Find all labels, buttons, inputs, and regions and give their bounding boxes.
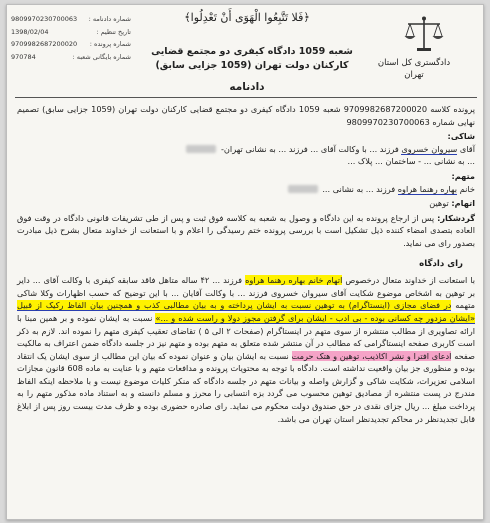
highlighted-insult-quote: در فضای مجازی (اینستاگرام) به توهین نسبت به ایشان پرداخته و به بیان مطالبی کذب و همچنین بیان الفاظ رکیک از قبیل «ایشان مزدور چه کسانی بوده - بی ادب - ایشان برای گرفتن مجوز دولا و راست شده و ...» [17, 300, 475, 323]
scales-of-justice-icon [403, 15, 445, 53]
highlighted-accused: اتهام خانم بهاره رهنما هراوه [245, 275, 343, 286]
charge-block: اتهام: توهین [429, 198, 475, 209]
court-title: شعبه 1059 دادگاه کیفری دو مجتمع قضایی کارکنان دولت تهران (1059 جزایی سابق) [151, 46, 353, 71]
meta-row: 1398/02/04 تاریخ تنظیم : [11, 27, 131, 36]
document-meta [11, 13, 131, 63]
complainant-name: سیروان خسروی [401, 143, 458, 154]
case-intro: پرونده کلاسه 9709982687200020 شعبه 1059 دادگاه کیفری دو مجتمع قضایی کارکنان دولت تهران (1059 جزایی سابق) تصمیم نهایی شماره 9809970230700063 [17, 104, 475, 127]
meta-row: 9809970230700063 شماره دادنامه : [11, 15, 131, 23]
meta-row: 970784 شماره بایگانی شعبه : [11, 52, 131, 61]
letterhead [7, 5, 483, 97]
complainant-block: شاکی: آقای سیروان خسروی فرزند ... با وکالت آقای ... فرزند ... به نشانی تهران- ... به نشانی ... - ساختمان ... پلاک ... [17, 130, 475, 168]
document-page [6, 4, 484, 520]
process-block: گردشکار: پس از ارجاع پرونده به این دادگاه و وصول به شعبه به کلاسه فوق ثبت و پس از طی تشریفات قانونی دادگاه در وقت فوق العاده بتصدی امضاء کننده ذیل تشکیل است با بررسی پرونده ختم رسیدگی را اعلام و با استعانت از خداوند متعال بشرح ذیل مبادرت بصدور رای می نماید. [17, 212, 475, 248]
highlighted-charges: ادعای افترا و نشر اکاذیب، توهین و هتک حرمت [291, 350, 452, 361]
quran-motto: ﴿فَلا تَتَّبِعُوا الْهَوَى أَنْ تَعْدِلُوا﴾ [184, 11, 310, 24]
redacted-text [288, 185, 318, 193]
organization-name: دادگستری کل استان تهران [377, 58, 451, 80]
verdict-body [17, 103, 475, 427]
document-type: دادنامه [229, 81, 265, 93]
header-divider [15, 97, 477, 98]
verdict-text: با استعانت از خداوند متعال درخصوص اتهام خانم بهاره رهنما هراوه فرزند ... ۴۲ ساله متاهل فاقد سابقه کیفری با وکالت آقای ... دایر بر توهین به اشخاص موضوع شکایت آقای سیروان خسروی فرزند ... با وکالت آقایان ... با این توضیح که حسب اظهارات وکلا شاکی متهمه در فضای مجازی (اینستاگرام) به توهین نسبت به ایشان پرداخته و به بیان مطالبی کذب و همچنین بیان الفاظ رکیک از قبیل «ایشان مزدور چه کسانی بوده - بی ادب - ایشان برای گرفتن مجوز دولا و راست شده و ...» نسبت به ایشان نموده و بر همین مبنا با ارائه تصاویری از مطالب منتشره از سوی متهم در اینستاگرام (صفحات ۲ الی ۵ ) تقاضای تعقیب کیفری متهم را نموده اند. لازم به ذکر است کاربری صفحه اینستاگرامی که مطالب در آن منتشر شده متعلق به متهم بوده و متهم نیز در جلسه دادگاه ضمن اعتراف به مالکیت صفحه ادعای افترا و نشر اکاذیب، توهین و هتک حرمت نسبت به ایشان بیان و عنوان نموده که بیان این مطالب از سوی ایشان یک انتقاد بوده و منظوری جز بیان واقعیت نداشته است. دادگاه با توجه به محتویات پرونده و مدافعات متهم و با عنایت به ماده 608 قانون مجازات اسلامی تعزیرات، شکایت شاکی و گزارش واصله و بیانات متهم در جلسه دادگاه که منکر کلیات موضوع نیست و با ملاحظه اینکه الفاظ مندرج در پست منتشره از مصادیق توهین محسوب می گردد بزه انتسابی را محرز و مسلم دانسته و به استناد ماده مذکور متهم را به پرداخت مبلغ ... ریال جزای نقدی در حق صندوق دولت محکوم می نماید. رای صادره حضوری بوده و ظرف مدت بیست روز پس از ابلاغ قابل تجدیدنظر در محاکم تجدیدنظر استان تهران می باشد. [17, 275, 475, 424]
verdict-heading: رای دادگاه [419, 258, 463, 269]
accused-name: بهاره رهنما هراوه [397, 183, 458, 194]
accused-block: متهم: خانم بهاره رهنما هراوه فرزند ... به نشانی ... [17, 170, 475, 195]
redacted-text [186, 145, 216, 153]
meta-row: 9709982687200020 شماره پرونده : [11, 40, 131, 48]
